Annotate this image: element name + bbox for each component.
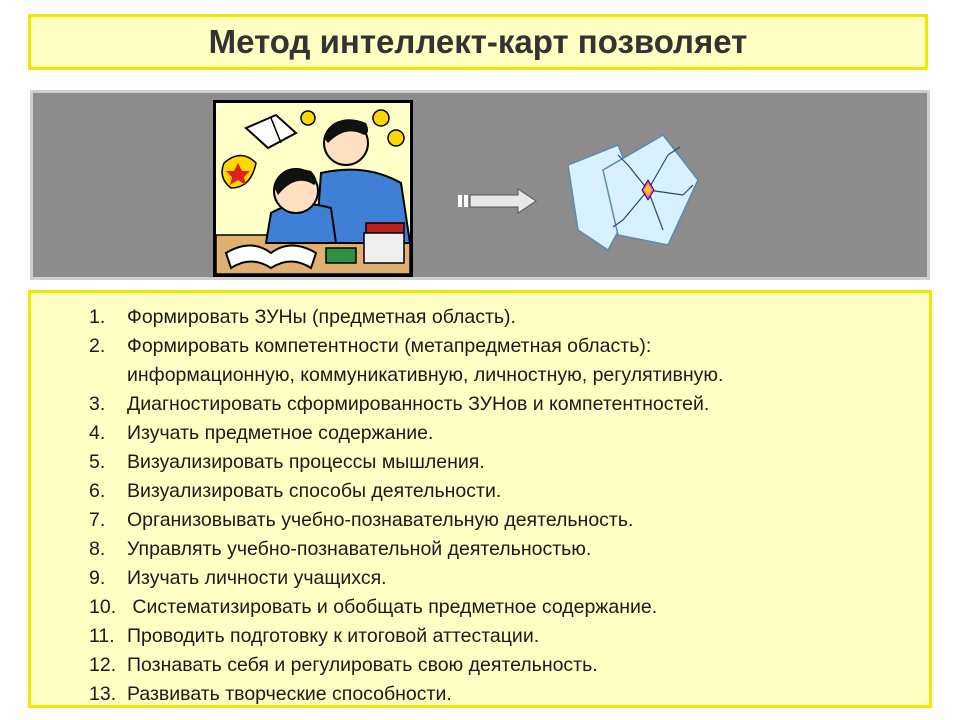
- title-box: [28, 14, 928, 70]
- list-item: 7. Организовывать учебно-познавательную деятельность.: [89, 509, 634, 531]
- list-item: 3. Диагностировать сформированность ЗУНов и компетентностей.: [89, 393, 710, 415]
- study-illustration-icon: [213, 100, 413, 277]
- page-title: Метод интеллект-карт позволяет: [208, 23, 748, 60]
- list-item: 2. Формировать компетентности (метапредметная область): информационную, коммуникативную, личностную, регулятивную.: [89, 332, 899, 390]
- list-item: 5. Визуализировать процессы мышления.: [89, 451, 485, 473]
- list-item-continuation: информационную, коммуникативную, личностную, регулятивную.: [127, 364, 724, 386]
- list-item: 1. Формировать ЗУНы (предметная область).: [89, 306, 516, 328]
- list-item: 11. Проводить подготовку к итоговой аттестации.: [89, 625, 540, 647]
- list-item: 10. Систематизировать и обобщать предметное содержание.: [89, 596, 658, 618]
- capabilities-list-box: [28, 290, 932, 708]
- list-item: 8. Управлять учебно-познавательной деятельностью.: [89, 538, 592, 560]
- illustration-panel: [30, 90, 930, 280]
- right-arrow-icon: [458, 188, 538, 214]
- mind-map-papers-icon: [568, 135, 718, 255]
- list-item-text: Формировать компетентности (метапредметная область):: [127, 335, 652, 357]
- list-item: 13. Развивать творческие способности.: [89, 683, 452, 705]
- list-item: 4. Изучать предметное содержание.: [89, 422, 434, 444]
- list-item: 6. Визуализировать способы деятельности.: [89, 480, 502, 502]
- capabilities-list: [89, 303, 899, 709]
- list-item: 12. Познавать себя и регулировать свою деятельность.: [89, 654, 598, 676]
- list-item: 9. Изучать личности учащихся.: [89, 567, 387, 589]
